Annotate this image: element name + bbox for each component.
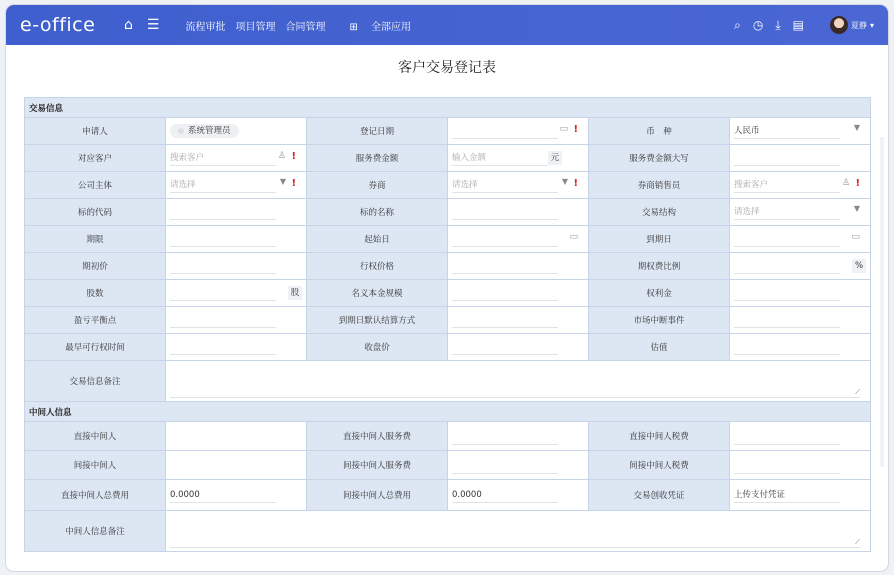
label-premium-ratio: 期权费比例	[589, 253, 730, 280]
broker-select[interactable]: 请选择 ▼ !	[448, 172, 589, 199]
label-start-date: 起始日	[307, 226, 448, 253]
resize-handle-icon	[170, 515, 860, 548]
menu-icon[interactable]: ☰	[146, 17, 160, 33]
label-i-fee: 间接中间人服务费	[307, 451, 448, 480]
label-end-date: 到期日	[589, 226, 730, 253]
calendar-icon[interactable]: ▭	[559, 124, 568, 134]
label-d-fee: 直接中间人服务费	[307, 422, 448, 451]
earliest-field[interactable]	[166, 334, 307, 361]
start-date-field[interactable]	[448, 226, 589, 253]
chevron-down-icon[interactable]: ▼	[561, 177, 568, 186]
label-d-mid: 直接中间人	[25, 422, 166, 451]
resize-handle-icon	[170, 365, 860, 398]
label-i-total: 间接中间人总费用	[307, 480, 448, 511]
calendar-icon[interactable]: ▭	[569, 232, 578, 242]
label-close: 收盘价	[307, 334, 448, 361]
label-strike: 行权价格	[307, 253, 448, 280]
premium-field[interactable]	[730, 280, 871, 307]
company-select[interactable]: 请选择 ▼ !	[166, 172, 307, 199]
d-mid-field[interactable]	[166, 422, 307, 451]
reg-date-field[interactable]	[448, 118, 589, 145]
app-window	[6, 5, 888, 571]
i-tax-field[interactable]	[730, 451, 871, 480]
label-d-total: 直接中间人总费用	[25, 480, 166, 511]
d-tax-field[interactable]	[730, 422, 871, 451]
label-disruption: 市场中断事件	[589, 307, 730, 334]
required-icon: !	[573, 124, 578, 135]
label-code: 标的代码	[25, 199, 166, 226]
strike-field[interactable]	[448, 253, 589, 280]
chevron-down-icon[interactable]: ▼	[853, 204, 861, 213]
label-i-tax: 间接中间人税费	[589, 451, 730, 480]
disruption-field[interactable]	[730, 307, 871, 334]
clock-icon[interactable]: ◷	[752, 18, 764, 32]
fee-amount-field[interactable]: 输入金额 元	[448, 145, 589, 172]
mid-note-textarea[interactable]	[166, 511, 871, 552]
label-fee-amount: 服务费金额	[307, 145, 448, 172]
nav-item-contract[interactable]: 合同管理	[285, 21, 326, 33]
premium-ratio-field[interactable]	[730, 253, 871, 280]
label-voucher: 交易创收凭证	[589, 480, 730, 511]
required-icon: !	[855, 178, 861, 189]
label-valuation: 估值	[589, 334, 730, 361]
settle-field[interactable]	[448, 307, 589, 334]
i-mid-field[interactable]	[166, 451, 307, 480]
trade-note-textarea[interactable]	[166, 361, 871, 402]
init-price-field[interactable]	[166, 253, 307, 280]
label-shares: 股数	[25, 280, 166, 307]
label-d-tax: 直接中间人税费	[589, 422, 730, 451]
label-settle: 到期日默认结算方式	[307, 307, 448, 334]
main-nav	[185, 18, 431, 33]
page-title: 客户交易登记表	[398, 60, 496, 76]
logo: e-office	[20, 14, 96, 36]
label-premium: 权利金	[589, 280, 730, 307]
valuation-field[interactable]	[730, 334, 871, 361]
customer-search[interactable]: 搜索客户 ♙ !	[166, 145, 307, 172]
applicant-tag[interactable]: 系统管理员	[170, 124, 239, 138]
currency-select[interactable]: 人民币 ▼	[730, 118, 871, 145]
label-breakeven: 盈亏平衡点	[25, 307, 166, 334]
home-icon[interactable]: ⌂	[124, 17, 133, 33]
chevron-down-icon[interactable]: ▼	[853, 123, 861, 132]
trade-form	[24, 97, 871, 552]
calendar-icon[interactable]: ▭	[851, 232, 861, 242]
d-fee-field[interactable]	[448, 422, 589, 451]
section-trade: 交易信息	[25, 98, 871, 118]
label-name: 标的名称	[307, 199, 448, 226]
label-fee-upper: 服务费金额大写	[589, 145, 730, 172]
required-icon: !	[291, 151, 296, 162]
label-applicant: 申请人	[25, 118, 166, 145]
name-field[interactable]	[448, 199, 589, 226]
close-field[interactable]	[448, 334, 589, 361]
user-name[interactable]: 夏静	[850, 20, 867, 30]
i-fee-field[interactable]	[448, 451, 589, 480]
label-init-price: 期初价	[25, 253, 166, 280]
broker-sales-search[interactable]: 搜索客户 ♙ !	[730, 172, 871, 199]
label-broker: 券商	[307, 172, 448, 199]
label-mid-note: 中间人信息备注	[25, 511, 166, 552]
label-notional: 名义本金规模	[307, 280, 448, 307]
notional-field[interactable]	[448, 280, 589, 307]
document-icon[interactable]: ▤	[792, 18, 804, 32]
grid-icon: ⊞	[349, 21, 362, 33]
avatar[interactable]	[830, 16, 848, 34]
scrollbar[interactable]	[880, 137, 884, 467]
unit-yuan: 元	[548, 151, 562, 165]
required-icon: !	[573, 178, 578, 189]
label-i-mid: 间接中间人	[25, 451, 166, 480]
label-company: 公司主体	[25, 172, 166, 199]
label-currency: 币 种	[589, 118, 730, 145]
section-intermediary: 中间人信息	[25, 402, 871, 422]
download-icon[interactable]: ⤓	[775, 17, 781, 32]
required-icon: !	[291, 178, 296, 189]
d-total-field[interactable]: 0.0000	[166, 480, 307, 511]
voucher-upload[interactable]: 上传支付凭证	[730, 480, 871, 511]
i-total-field[interactable]: 0.0000	[448, 480, 589, 511]
nav-item-workflow[interactable]: 流程审批	[185, 21, 226, 33]
term-field[interactable]	[166, 226, 307, 253]
label-term: 期限	[25, 226, 166, 253]
fee-upper-field[interactable]	[730, 145, 871, 172]
label-earliest: 最早可行权时间	[25, 334, 166, 361]
search-icon[interactable]: ⌕	[734, 17, 741, 32]
nav-item-project[interactable]: 项目管理	[235, 21, 276, 33]
top-right-tools	[722, 16, 874, 34]
applicant-cell	[166, 118, 307, 145]
top-bar	[6, 5, 888, 45]
unit-shares: 股	[288, 286, 302, 300]
person-icon[interactable]: ♙	[277, 151, 286, 161]
shares-field[interactable]	[166, 280, 307, 307]
chevron-down-icon[interactable]: ▾	[869, 20, 874, 30]
end-date-field[interactable]	[730, 226, 871, 253]
person-icon[interactable]: ♙	[841, 178, 851, 188]
nav-all-apps[interactable]: ⊞ 全部应用	[349, 21, 412, 33]
label-structure: 交易结构	[589, 199, 730, 226]
chevron-down-icon[interactable]: ▼	[279, 177, 286, 186]
form-content	[6, 45, 888, 571]
code-field[interactable]	[166, 199, 307, 226]
structure-select[interactable]: 请选择 ▼	[730, 199, 871, 226]
unit-percent: %	[852, 259, 866, 273]
label-trade-note: 交易信息备注	[25, 361, 166, 402]
label-broker-sales: 券商销售员	[589, 172, 730, 199]
breakeven-field[interactable]	[166, 307, 307, 334]
label-customer: 对应客户	[25, 145, 166, 172]
label-reg-date: 登记日期	[307, 118, 448, 145]
